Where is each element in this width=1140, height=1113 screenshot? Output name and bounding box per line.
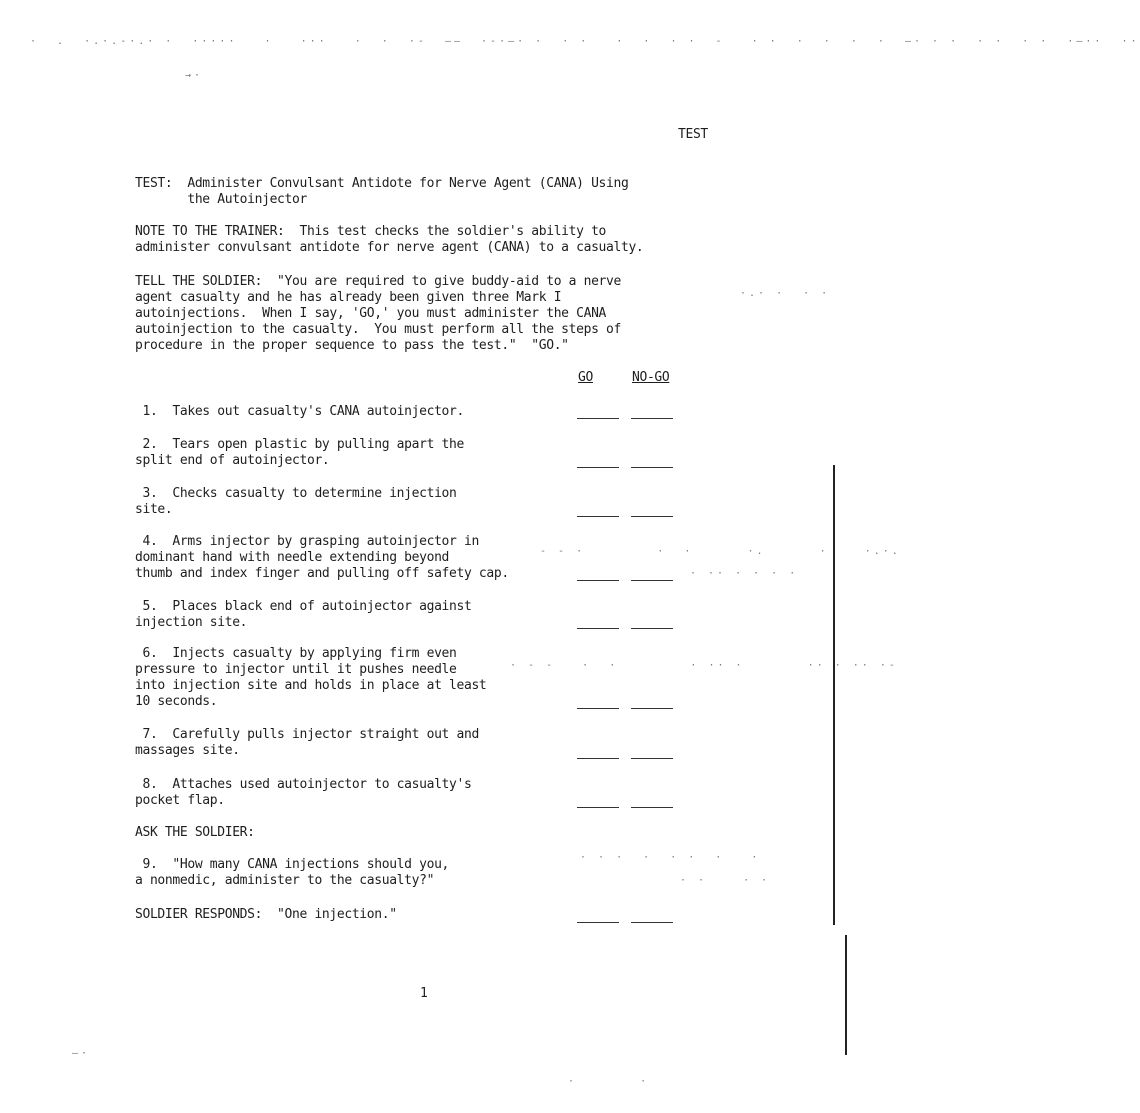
test-title-line-2: the Autoinjector — [135, 192, 307, 207]
scan-noise-arrow: →· — [185, 70, 204, 81]
step-line: 2. Tears open plastic by pulling apart the — [135, 437, 464, 452]
step-line: 5. Places black end of autoinjector against — [135, 599, 472, 614]
tell-line: autoinjections. When I say, 'GO,' you must administer the CANA — [135, 306, 607, 321]
test-header: TEST — [678, 127, 708, 142]
scan-noise: —· — [72, 1048, 91, 1059]
step-line: split end of autoinjector. — [135, 453, 330, 468]
step-line: injection site. — [135, 615, 248, 630]
scan-noise: · · — [568, 1076, 650, 1087]
test-title — [135, 176, 695, 208]
scan-noise: · · · · — [680, 875, 771, 886]
tell-line: agent casualty and he has already been given three Mark I — [135, 290, 562, 305]
step-line: into injection site and holds in place at least — [135, 678, 487, 693]
go-blank-6[interactable] — [577, 708, 619, 709]
nogo-column-header: NO-GO — [632, 370, 670, 385]
scan-noise: · · · · · · · · — [580, 852, 761, 863]
tell-line: autoinjection to the casualty. You must perform all the steps of — [135, 322, 621, 337]
go-blank-5[interactable] — [577, 628, 619, 629]
go-blank-2[interactable] — [577, 467, 619, 468]
scan-noise: · ·· · · · · — [690, 568, 799, 579]
step-line: 10 seconds. — [135, 694, 218, 709]
nogo-blank-2[interactable] — [631, 467, 673, 468]
tell-line: procedure in the proper sequence to pass the test." "GO." — [135, 338, 569, 353]
step-4 — [135, 534, 565, 582]
step-line: 6. Injects casualty by applying firm even — [135, 646, 457, 661]
go-blank-4[interactable] — [577, 580, 619, 581]
nogo-blank-3[interactable] — [631, 516, 673, 517]
nogo-blank-8[interactable] — [631, 807, 673, 808]
trainer-note-line-1: NOTE TO THE TRAINER: This test checks the soldier's ability to — [135, 224, 607, 239]
scan-noise: · - - · · · ·· · ·· · ·· ·- — [510, 660, 898, 671]
step-6 — [135, 646, 565, 710]
step-1 — [135, 404, 565, 420]
scan-edge-rule — [833, 465, 835, 925]
step-line: site. — [135, 502, 173, 517]
step-line: 1. Takes out casualty's CANA autoinjector. — [135, 404, 464, 419]
ask-the-soldier: ASK THE SOLDIER: — [135, 825, 255, 840]
go-blank-7[interactable] — [577, 758, 619, 759]
go-blank-9[interactable] — [577, 922, 619, 923]
step-line: pocket flap. — [135, 793, 225, 808]
tell-the-soldier — [135, 274, 695, 354]
nogo-blank-7[interactable] — [631, 758, 673, 759]
step-5 — [135, 599, 565, 631]
scan-noise: · . ·.·.-·.· · ····· · ··· · · ·- —— ·-·—· · · · · · · · - · · · · · · —· · · · · · · ·—·· ·· — [30, 36, 1140, 47]
page-number: 1 — [420, 986, 428, 1001]
nogo-blank-6[interactable] — [631, 708, 673, 709]
nogo-blank-1[interactable] — [631, 418, 673, 419]
step-8 — [135, 777, 565, 809]
test-title-line-1: TEST: Administer Convulsant Antidote for Nerve Agent (CANA) Using — [135, 176, 629, 191]
scan-noise: ·.· · · · — [740, 288, 831, 299]
scan-edge-rule — [845, 935, 847, 1055]
scan-noise: - - · · · ·. · ·.·. — [540, 546, 901, 557]
go-blank-8[interactable] — [577, 807, 619, 808]
step-line: 4. Arms injector by grasping autoinjector in — [135, 534, 479, 549]
soldier-responds: SOLDIER RESPONDS: "One injection." — [135, 907, 397, 922]
trainer-note — [135, 224, 695, 256]
step-line: 3. Checks casualty to determine injection — [135, 486, 457, 501]
tell-line: TELL THE SOLDIER: "You are required to give buddy-aid to a nerve — [135, 274, 621, 289]
step-line: 8. Attaches used autoinjector to casualty's — [135, 777, 472, 792]
question-9 — [135, 857, 565, 889]
step-2 — [135, 437, 565, 469]
question-line: 9. "How many CANA injections should you, — [135, 857, 450, 872]
step-line: dominant hand with needle extending beyond — [135, 550, 450, 565]
nogo-blank-9[interactable] — [631, 922, 673, 923]
step-7 — [135, 727, 565, 759]
go-blank-3[interactable] — [577, 516, 619, 517]
step-line: 7. Carefully pulls injector straight out and — [135, 727, 479, 742]
trainer-note-line-2: administer convulsant antidote for nerve agent (CANA) to a casualty. — [135, 240, 644, 255]
step-3 — [135, 486, 565, 518]
go-blank-1[interactable] — [577, 418, 619, 419]
nogo-blank-5[interactable] — [631, 628, 673, 629]
step-line: pressure to injector until it pushes needle — [135, 662, 457, 677]
step-line: massages site. — [135, 743, 240, 758]
nogo-blank-4[interactable] — [631, 580, 673, 581]
question-line: a nonmedic, administer to the casualty?" — [135, 873, 435, 888]
step-line: thumb and index finger and pulling off safety cap. — [135, 566, 509, 581]
go-column-header: GO — [578, 370, 593, 385]
